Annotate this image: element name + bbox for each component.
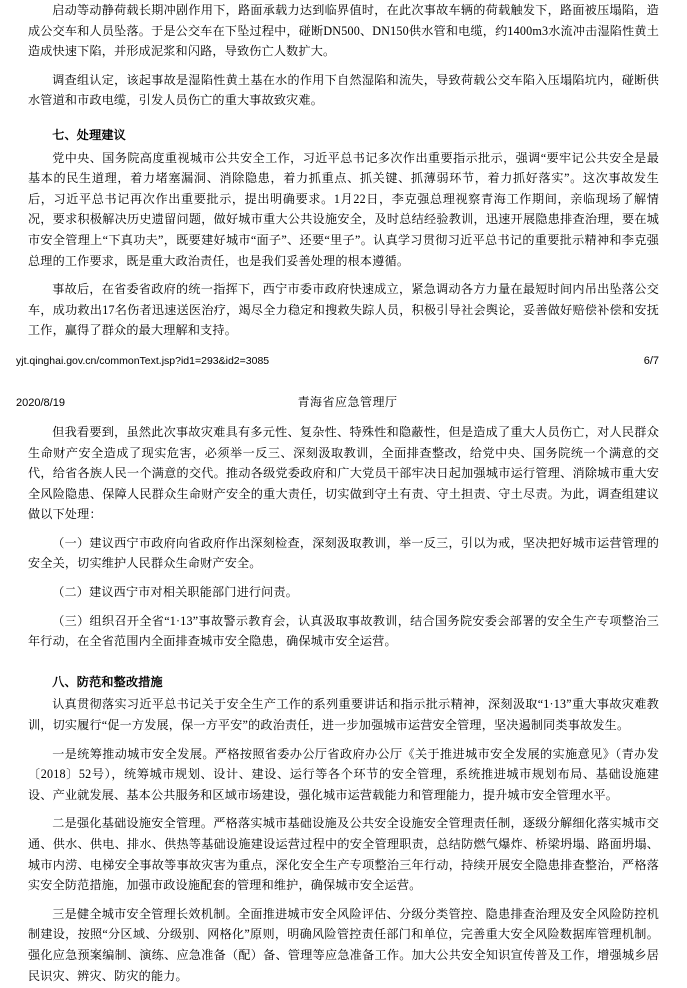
page-break (0, 367, 687, 393)
paragraph: 三是健全城市安全管理长效机制。全面推进城市安全风险评估、分级分类管控、隐患排查治理及安全风险防控机制建设，按照“分区域、分级别、网格化”原则，明确风险管控责任部门和单位，完善重大安全风险数据库管理机制。强化应急预案编制、演练、应急准备（配）备、管理等应急准备工作。加大公共安全知识宣传普及工作，增强城乡居民识灾、辨灾、防灾的能力。 (28, 906, 659, 983)
header-title: 青海省应急管理厅 (297, 394, 398, 409)
section-heading: 八、防范和整改措施 (52, 674, 163, 689)
paragraph: 但我看要到，虽然此次事故灾难具有多元性、复杂性、特殊性和隐蔽性，但是造成了重大人员伤亡，对人民群众生命财产安全造成了现实危害，必须举一反三、深刻汲取教训，全面排查整改，给党中央、国务院统一个满意的交代，给省各族人民一个满意的交代。推动各级党委政府和广大党员干部牢决日起加强城市运行管理、消除城市重大安全风险隐患、保障人民群众生命财产安全的重大责任，切实做到守土有责、守土担责、守土尽责。为此，调查组建议做以下处理： (28, 424, 659, 522)
paragraph: 调查组认定，该起事故是湿陷性黄土基在水的作用下自然湿陷和流失，导致荷载公交车陷入压塌陷坑内，碰断供水管道和市政电缆，引发人员伤亡的重大事故致灾难。 (28, 72, 659, 108)
paragraph: 党中央、国务院高度重视城市公共安全工作，习近平总书记多次作出重要指示批示，强调“要牢记公共安全是最基本的民生道理，着力堵塞漏洞、消除隐患，着力抓重点、抓关键、抓薄弱环节，着力抓好落实”。这次事故发生后，习近平总书记再次作出重要批示，提出明确要求。1月22日，李克强总理视察青海工作期间，亲临现场了解情况，要求积极解决历史遗留问题，做好城市重大公共设施安全，及时总结经验教训，迅速开展隐患排查治理，要在城市安全管理上“下真功夫”，既要建好城市“面子”、还要“里子”。认真学习贯彻习近平总书记的重要批示精神和李克强总理的工作要求，既是重大政治责任，也是我们妥善处理的根本遵循。 (28, 150, 659, 268)
footer-url[interactable]: yjt.qinghai.gov.cn/commonText.jsp?id1=293&id2=3085 (16, 354, 270, 367)
header-date: 2020/8/19 (16, 396, 65, 409)
section-heading: 七、处理建议 (52, 127, 126, 142)
page-footer (0, 355, 687, 367)
paragraph: （二）建议西宁市对相关职能部门进行问责。 (52, 585, 299, 600)
footer-page-number: 6/7 (643, 354, 659, 367)
page-header (0, 393, 687, 410)
page2-body (0, 422, 687, 986)
paragraph: （三）组织召开全省“1·13”事故警示教育会，认真汲取事故教训，结合国务院安委会部署的安全生产专项整治三年行动，在全省范围内全面排查城市安全隐患，确保城市安全运营。 (28, 613, 659, 649)
paragraph: 二是强化基础设施安全管理。严格落实城市基础设施及公共安全设施安全管理责任制，逐级分解细化落实城市交通、供水、供电、排水、供热等基础设施建设运营过程中的安全管理职责，总结防燃气爆炸、桥梁坍塌、路面坍塌、城市内涝、电梯安全事故等事故灾害为重点，深化安全生产专项整治三年行动，持续开展安全隐患排查整治，严格落实安全防范措施，加强市政设施配套的管理和维护，确保城市安全运营。 (28, 816, 659, 893)
paragraph: 一是统筹推动城市安全发展。严格按照省委办公厅省政府办公厅《关于推进城市安全发展的实施意见》（青办发〔2018〕52号），统筹城市规划、设计、建设、运行等各个环节的安全管理，系统推进城市规划布局、基础设施建设、产业就发展、基本公共服务和区域市场建设，强化城市运营载能力和管理能力，提升城市安全管理水平。 (28, 746, 659, 802)
paragraph: 启动等动静荷载长期冲剧作用下，路面承载力达到临界值时，在此次事故车辆的荷载触发下，路面被压塌陷，造成公交车和人员坠落。于是公交车在下坠过程中，碰断DN500、DN150供水管和电缆，约1400m3水流冲击湿陷性黄土造成快速下陷，并形成泥浆和闪路，导致伤亡人数扩大。 (28, 3, 659, 59)
page1-body (0, 0, 687, 341)
paragraph: 事故后，在省委省政府的统一指挥下，西宁市委市政府快速成立，紧急调动各方力量在最短时间内吊出坠落公交车，成功救出17名伤者迅速送医治疗，竭尽全力稳定和搜救失踪人员，积极引导社会舆论，妥善做好赔偿补偿和安抚工作，赢得了群众的最大理解和支持。 (28, 282, 659, 338)
paragraph: 认真贯彻落实习近平总书记关于安全生产工作的系列重要讲话和指示批示精神，深刻汲取“1·13”重大事故灾难教训，切实履行“促一方发展，保一方平安”的政治责任，进一步加强城市运营安全管理，坚决遏制同类事故发生。 (28, 697, 659, 733)
paragraph: （一）建议西宁市政府向省政府作出深刻检查，深刻汲取教训，举一反三，引以为戒，坚决把好城市运营管理的安全关，切实维护人民群众生命财产安全。 (28, 535, 659, 571)
